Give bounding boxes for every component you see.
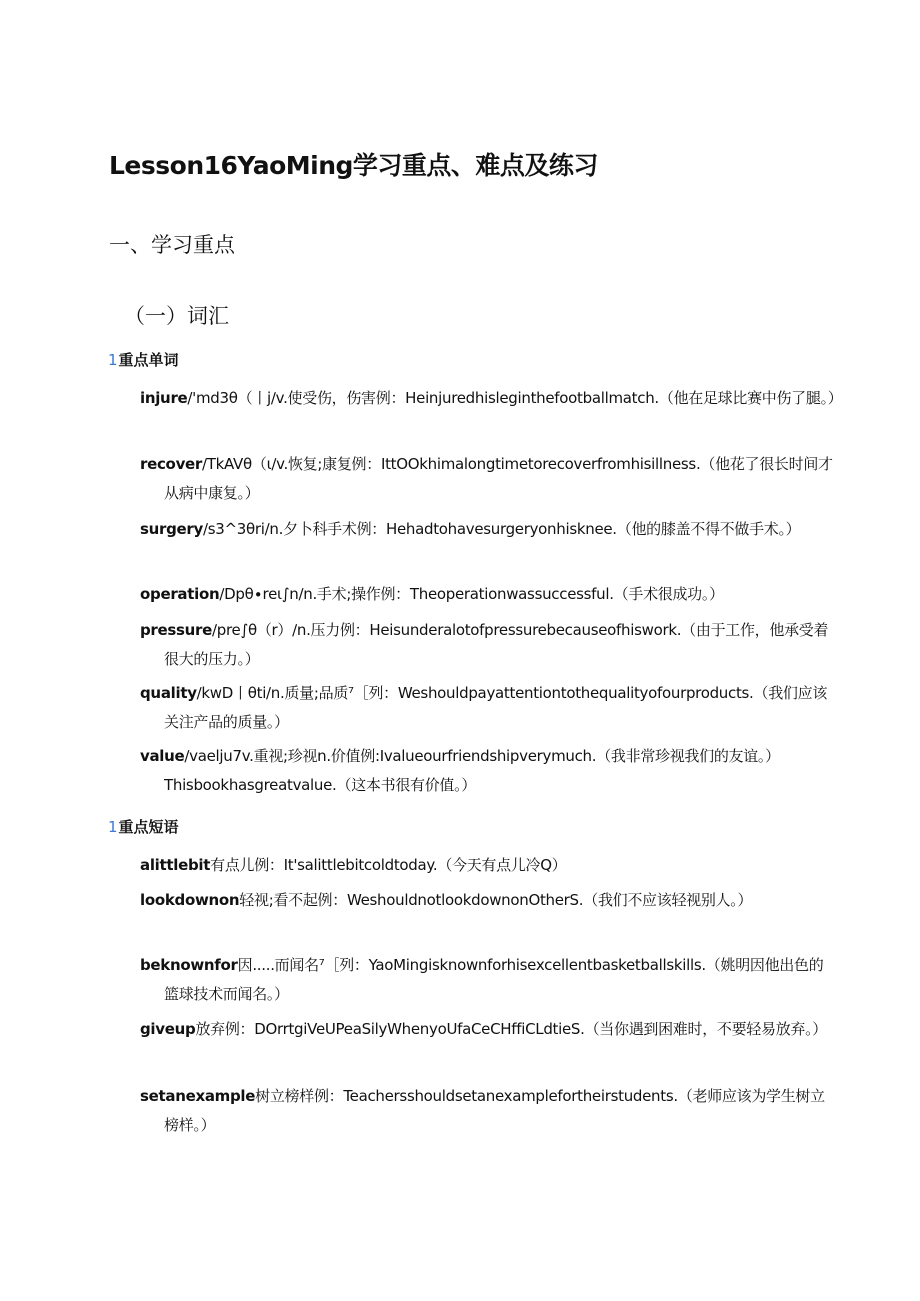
- vocab-entry: [140, 450, 836, 508]
- vocab-word: injure: [140, 389, 188, 407]
- vocab-entry: [140, 616, 836, 674]
- phrase-definition: 放弃例：DOrrtgiVeUPeaSilyWhenyoUfaCeCHffiCLdtieS.（当你遇到困难时，不要轻易放弃。）: [195, 1020, 828, 1038]
- phrase-entry: [140, 886, 836, 915]
- phrase-word: lookdownon: [140, 891, 240, 909]
- vocab-definition: ∕kwD丨θti∕n.质量;品质⁷［列：Weshouldpayattentiontothequalityofourproducts.（我们应该关注产品的质量。）: [164, 684, 828, 731]
- vocab-entry: [140, 515, 836, 544]
- key-phrases-heading-text: 重点短语: [118, 818, 179, 836]
- phrase-word: giveup: [140, 1020, 196, 1038]
- vocab-word: recover: [140, 455, 203, 473]
- phrase-word: setanexample: [140, 1087, 256, 1105]
- phrase-word: alittlebit: [140, 856, 211, 874]
- vocab-definition: ∕s3^3θri∕n.夕卜科手术例：Hehadtohavesurgeryonhisknee.（他的膝盖不得不做手术。）: [203, 520, 801, 538]
- phrase-entry: [140, 1015, 836, 1044]
- vocab-word: pressure: [140, 621, 213, 639]
- key-words-number: 1: [108, 351, 118, 369]
- vocab-entry: [140, 384, 843, 413]
- vocab-definition: ∕Dpθ∙reι∫n∕n.手术;操作例：Theoperationwassuccessful.（手术很成功。）: [219, 585, 724, 603]
- vocab-definition: ∕vaelju7v.重视;珍视n.价值例:Ivalueourfriendshipverymuch.（我非常珍视我们的友谊。）Thisbookhasgreatvalue.（这本书很有价值。）: [164, 747, 780, 794]
- subsection-heading-vocabulary: （一）词汇: [124, 304, 229, 328]
- section-heading-key-points: 一、学习重点: [109, 233, 235, 257]
- vocab-entry: [140, 679, 836, 737]
- vocab-definition: /'md3θ（丨j∕v.使受伤，伤害例：Heinjuredhisleginthefootballmatch.（他在足球比赛中伤了腿。）: [187, 389, 843, 407]
- vocab-definition: ∕pre∫θ（r）∕n.压力例：Heisunderalotofpressurebecauseofhiswork.（由于工作，他承受着很大的压力。）: [164, 621, 829, 668]
- page-title: Lesson16YaoMing学习重点、难点及练习: [109, 151, 598, 180]
- phrase-definition: 有点儿例：It'salittlebitcoldtoday.（今天有点儿冷Q）: [210, 856, 567, 874]
- key-phrases-number: 1: [108, 818, 118, 836]
- phrase-definition: 树立榜样例：Teachersshouldsetanexamplefortheirstudents.（老师应该为学生树立榜样。）: [164, 1087, 825, 1134]
- phrase-entry: [140, 851, 836, 880]
- vocab-word: value: [140, 747, 185, 765]
- phrase-word: beknownfor: [140, 956, 238, 974]
- vocab-definition: ∕TkAVθ（ι∕v.恢复;康复例：IttOOkhimalongtimetorecoverfromhisillness.（他花了很长时间才从病中康复。）: [164, 455, 833, 502]
- vocab-entry: [140, 580, 836, 609]
- key-words-heading-text: 重点单词: [118, 351, 179, 369]
- phrase-entry: [140, 951, 836, 1009]
- vocab-word: surgery: [140, 520, 203, 538]
- key-phrases-heading: [108, 816, 179, 837]
- vocab-entry: [140, 742, 836, 800]
- key-words-heading: [108, 349, 179, 370]
- vocab-word: quality: [140, 684, 197, 702]
- vocab-word: operation: [140, 585, 220, 603]
- phrase-definition: 因.....而闻名⁷［列：YaoMingisknownforhisexcellentbasketballskills.（姚明因他出色的篮球技术而闻名。）: [164, 956, 824, 1003]
- phrase-definition: 轻视;看不起例：WeshouldnotlookdownonOtherS.（我们不应该轻视别人。）: [239, 891, 753, 909]
- phrase-entry: [140, 1082, 836, 1140]
